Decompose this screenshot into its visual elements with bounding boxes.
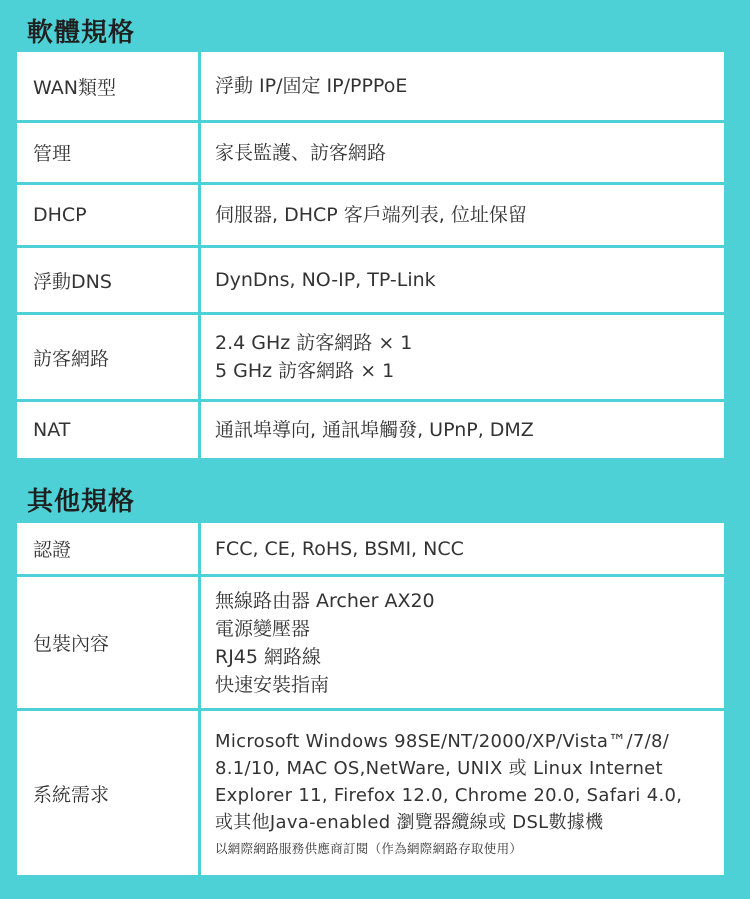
spec-value	[201, 123, 724, 182]
other-spec-table	[17, 523, 724, 875]
spec-value-line: 或其他Java-enabled 瀏覽器纜線或 DSL數據機	[215, 812, 604, 833]
spec-label: NAT	[17, 402, 198, 458]
spec-value-line: 伺服器, DHCP 客戶端列表, 位址保留	[215, 204, 527, 226]
spec-value-line: 電源變壓器	[215, 617, 311, 640]
spec-value-line: 5 GHz 訪客網路 × 1	[215, 360, 395, 382]
spec-row-dhcp	[17, 185, 724, 245]
spec-label: DHCP	[17, 185, 198, 245]
spec-value-line: 無線路由器 Archer AX20	[215, 589, 435, 612]
spec-value-line: Microsoft Windows 98SE/NT/2000/XP/Vista™/7/8/	[215, 731, 670, 752]
spec-value	[201, 523, 724, 574]
spec-value	[201, 185, 724, 245]
spec-value-line: FCC, CE, RoHS, BSMI, NCC	[215, 537, 464, 560]
spec-value	[201, 577, 724, 708]
spec-label: WAN類型	[17, 52, 198, 120]
spec-row-guest-network	[17, 315, 724, 399]
spec-value	[201, 402, 724, 458]
spec-row-certification	[17, 523, 724, 574]
spec-value-note: 以網際網路服務供應商訂閱（作為網際網路存取使用）	[215, 841, 523, 856]
spec-value	[201, 52, 724, 120]
spec-value-line: DynDns, NO-IP, TP-Link	[215, 269, 436, 291]
spec-value-line: 通訊埠導向, 通訊埠觸發, UPnP, DMZ	[215, 419, 534, 441]
spec-value-line: RJ45 網路線	[215, 645, 322, 668]
spec-row-package-contents	[17, 577, 724, 708]
spec-value	[201, 248, 724, 312]
spec-label: 管理	[17, 123, 198, 182]
spec-value-line: 家長監護、訪客網路	[215, 141, 387, 164]
spec-value-line: 2.4 GHz 訪客網路 × 1	[215, 332, 413, 354]
spec-row-system-requirements	[17, 711, 724, 875]
software-spec-table	[17, 52, 724, 458]
spec-value-line: 快速安裝指南	[215, 673, 330, 696]
spec-row-management	[17, 123, 724, 182]
spec-label: 浮動DNS	[17, 248, 198, 312]
spec-row-dynamic-dns	[17, 248, 724, 312]
spec-label: 包裝內容	[17, 577, 198, 708]
spec-label: 訪客網路	[17, 315, 198, 399]
software-section-title: 軟體規格	[27, 18, 136, 48]
spec-value-line: 浮動 IP/固定 IP/PPPoE	[215, 75, 408, 97]
spec-row-wan-type	[17, 52, 724, 120]
spec-row-nat	[17, 402, 724, 458]
spec-value-line: 8.1/10, MAC OS,NetWare, UNIX 或 Linux Internet	[215, 758, 663, 779]
spec-value	[201, 711, 724, 875]
spec-label: 系統需求	[17, 711, 198, 875]
spec-label: 認證	[17, 523, 198, 574]
other-section-title: 其他規格	[27, 487, 136, 517]
spec-value	[201, 315, 724, 399]
spec-value-line: Explorer 11, Firefox 12.0, Chrome 20.0, Safari 4.0,	[215, 785, 683, 806]
